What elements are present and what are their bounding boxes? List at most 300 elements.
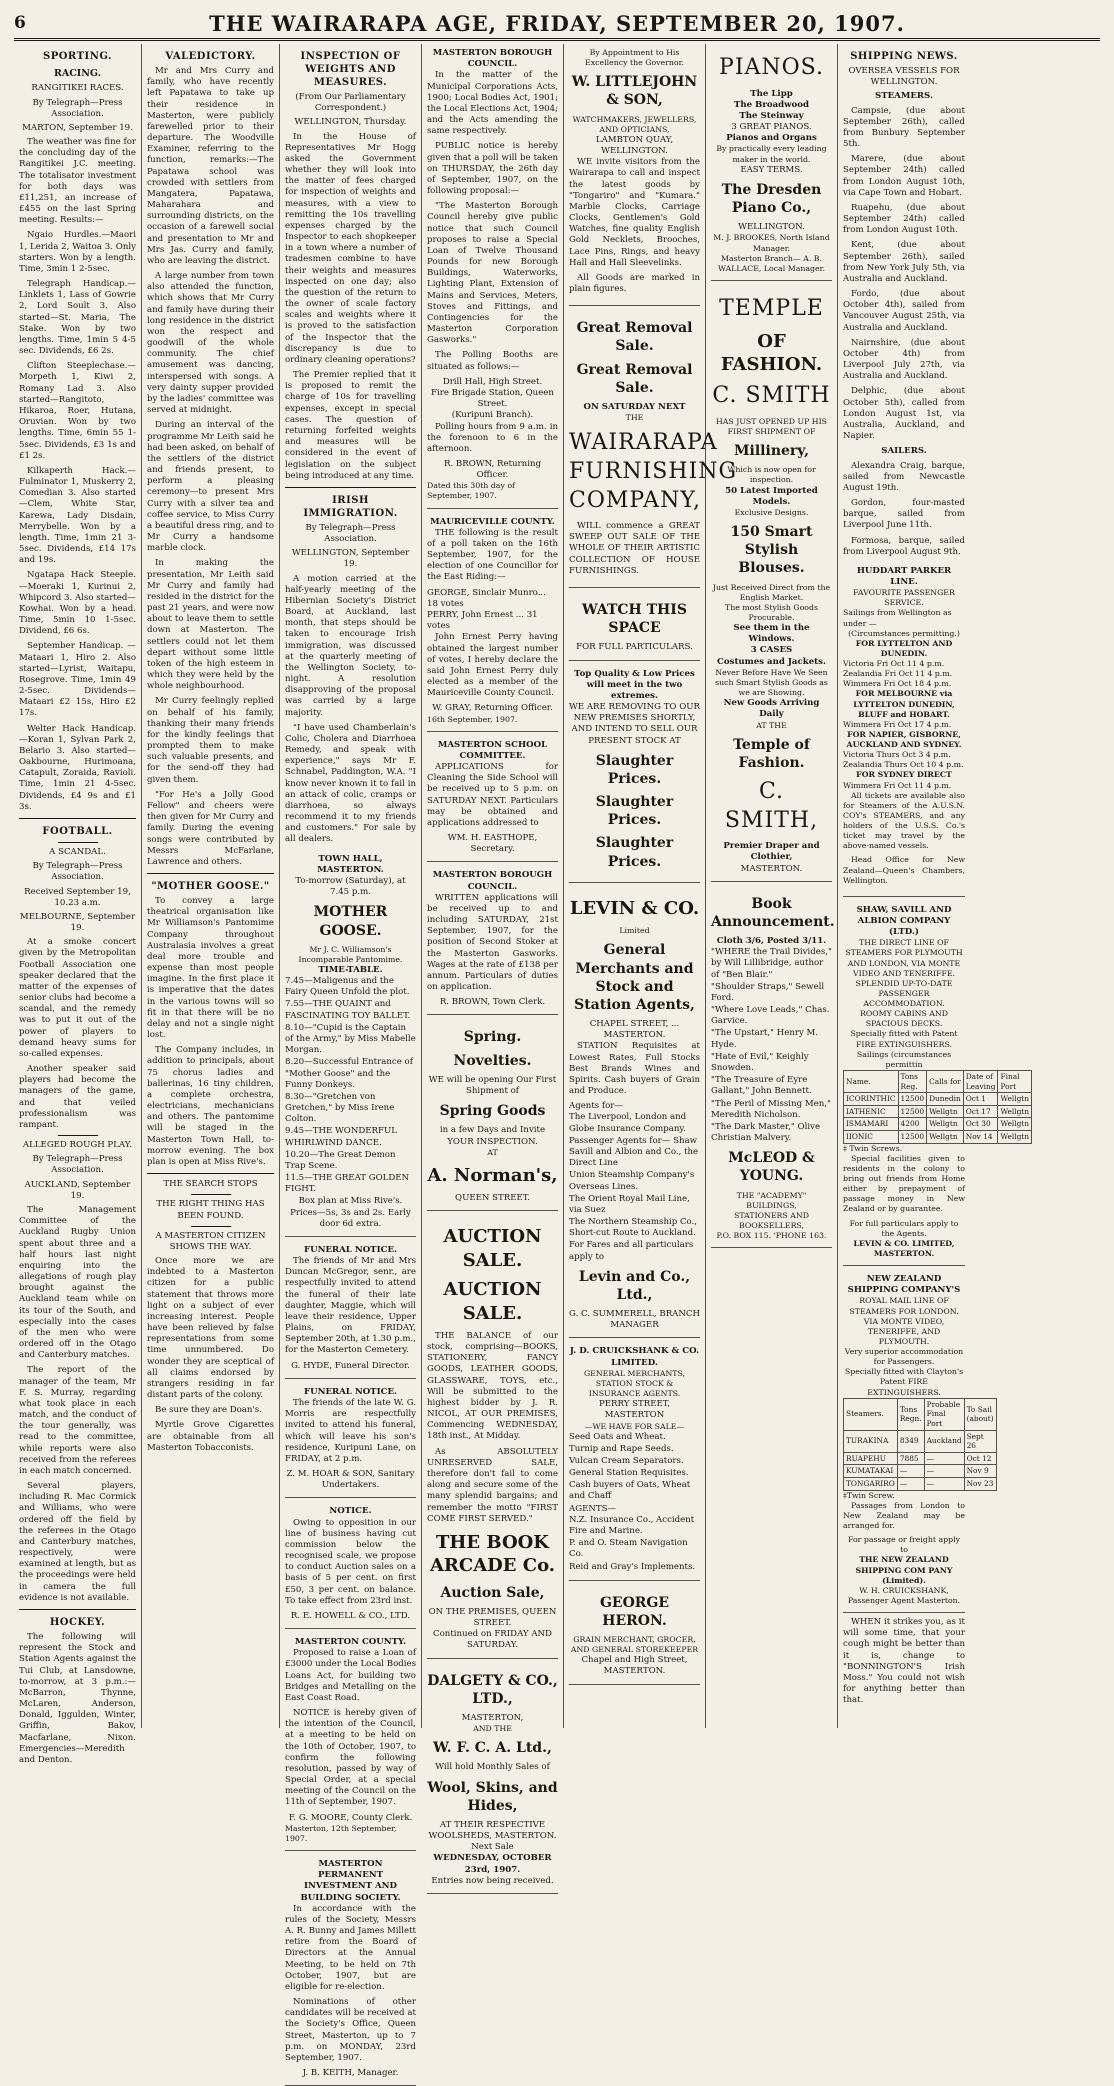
ad-title: Auction Sale, (440, 1584, 545, 1601)
paragraph: Head Office for New Zealand—Queen's Chambers, Wellington. (843, 855, 965, 885)
paragraph: PUBLIC notice is hereby given that a poll will be taken on THURSDAY, the 26th day of September, 1907, on the following proposal:— (427, 141, 558, 197)
paragraph: Telegraph Handicap.—Linklets 1, Lass of Gowrie 2, Lord Soult 3. Also started—St. Maria, The Stake. Won by two lengths. Time, 1min 5 4-5 sec. Dividends, £6 2s. (19, 279, 136, 357)
ad-date: 16th September, 1907. (427, 714, 518, 724)
paragraph: Ruapehu, (due about September 24th) called from London August 10th. (843, 202, 965, 236)
timetable-item: 7.45—Maligenus and the Fairy Queen Unfold the plot. (285, 976, 410, 998)
paragraph: The report of the manager of the team, Mr F. S. Murray, regarding what took place in each match, and the conduct of the tour generally, was read to the committee, while reports were also received from the referees in each match concerned. (19, 1365, 136, 1476)
paragraph: A motion carried at the half-yearly meeting of the Hibernian Society's District Board, at Auckland, last month, that steps should be taken to encourage Irish immigration, was discussed at the quarterly meeting of the Wellington Society, to-night. A resolution disapproving of the proposal was carried by a large majority. (285, 573, 416, 718)
norman-ad (427, 1019, 558, 1211)
ad-line: VIA MONTE VIDEO, TENERIFFE, AND PLYMOUTH. (863, 1316, 945, 1346)
agent-item: Passenger Agents for— Shaw Savill and Albion and Co., the Direct Line (569, 1135, 699, 1169)
subheading: THE RIGHT THING HAS BEEN FOUND. (156, 1199, 265, 1221)
table-cell: Wellgtn (998, 1131, 1032, 1144)
ad-line: Specially fitted with Patent FIRE EXTINGUISHERS. (850, 1029, 958, 1049)
byline: By Telegraph—Press Association. (32, 861, 123, 883)
paragraph: Mr Curry feelingly replied on behalf of his family, thanking their many friends for the kindly feelings that prompted them to make such valuable presents, and for the send-off they had given them. (147, 696, 274, 785)
ad-line: AT THE (756, 720, 787, 730)
table-cell: Oct 1 (963, 1093, 998, 1106)
timetable-item: 11.5—THE GREAT GOLDEN FIGHT. (285, 1173, 410, 1195)
paragraph: All Goods are marked in plain figures. (569, 272, 700, 295)
ad-title: MOTHER GOOSE. (313, 904, 388, 939)
dateline: WELLINGTON, Thursday. (294, 117, 407, 128)
ad-signature: R. BROWN, Returning Officer. (443, 459, 541, 481)
ad-line: Limited (619, 926, 650, 936)
paragraph: Delphic, (due about October 5th), called from London August 1st, via Australia, Auckland, and Napier. (843, 386, 965, 442)
ad-line: LAMBTON QUAY, WELLINGTON. (595, 134, 674, 157)
paragraph: THE following is the result of a poll taken on the 16th September, 1907, for the election of one Councillor for the East Riding:— (427, 527, 558, 583)
column-news (280, 44, 422, 2079)
table-cell: Wellgtn (927, 1118, 964, 1131)
paragraph: APPLICATIONS for Cleaning the Side School will be received up to 5 p.m. on SATURDAY NEXT. Particulars may be obtained and applications addressed to (427, 762, 558, 828)
ad-line: WELLINGTON. (738, 222, 805, 233)
table-header: To Sail (about) (964, 1398, 996, 1430)
ad-title: HUDDART PARKER LINE. (856, 565, 952, 588)
ad-line: THE "ACADEMY" BUILDINGS, (736, 1190, 807, 1210)
ad-line: Exclusive Designs. (734, 507, 809, 517)
table-cell: Wellgtn (998, 1093, 1032, 1106)
ad-line: EASY TERMS. (740, 164, 803, 175)
table-cell: — (924, 1465, 964, 1478)
ad-line: AGENTS— (569, 1503, 617, 1514)
subheading: OVERSEA VESSELS FOR WELLINGTON. (848, 66, 960, 88)
ad-line: Drill Hall, High Street. (442, 376, 543, 387)
ad-line: See them in the Windows. (733, 623, 810, 645)
ad-signature: R. E. HOWELL & CO., LTD. (290, 1610, 411, 1621)
agent-item: For Fares and all particulars apply to (569, 1240, 694, 1262)
ad-line: Specially fitted with Clayton's Patent FIRE EXTINGUISHERS. (844, 1367, 964, 1397)
ad-line: Fire Brigade Station, Queen Street. (431, 387, 554, 410)
ad-line: THE (625, 413, 644, 423)
section-heading: "MOTHER GOOSE." (151, 881, 270, 893)
paragraph: The weather was fine for the concluding day of the Rangitikei J.C. meeting. The totalisator investment for both days was £11,251, an increase of £455 on the last Spring meeting. Results:— (19, 137, 136, 226)
littlejohn-ad (569, 44, 700, 306)
ad-line: Masterton Branch— A. B. WALLACE, Local Manager. (718, 253, 825, 273)
subheading: SAILERS. (881, 446, 927, 457)
county-notice (285, 1633, 416, 1851)
book-item: "The Upstart," Henry M. Hyde. (711, 1028, 819, 1050)
table-cell: Oct 12 (964, 1452, 996, 1465)
ad-signature: F. G. MOORE, County Clerk. (288, 1812, 413, 1823)
ad-title: McLEOD & YOUNG. (728, 1150, 815, 1185)
ad-heading: MASTERTON PERMANENT INVESTMENT AND BUILDING SOCIETY. (300, 1859, 401, 1903)
table-cell: Oct 30 (963, 1118, 998, 1131)
ad-line: Next Sale (471, 1842, 514, 1853)
ad-line: 50 Latest Imported Models. (725, 485, 818, 507)
ad-line: Never Before Have We Seen such Smart Stylish Goods as we are Showing. (715, 667, 828, 698)
table-cell: ICORINTHIC (844, 1093, 899, 1106)
paragraph: WRITTEN applications will be received up to and including SATURDAY, 21st September, 1907, for the position of Second Stoker at the Masterton Gasworks. Wages at the rate of £138 per annum. Particulars of duties on application. (427, 892, 558, 993)
paragraph: NOTICE is hereby given of the intention of the Council, at a meeting to be held on the 10th of October, 1907, to confirm the following resolution, passed by way of Special Order, at a special meeting of the Council on the 11th of September, 1907. (285, 1708, 416, 1808)
ad-title: GEORGE HERON. (599, 1594, 670, 1629)
book-item: "Hate of Evil," Keighly Snowden. (711, 1051, 809, 1073)
paragraph: THE BALANCE of our stock, comprising—BOOKS, STATIONERY, FANCY GOODS, LEATHER GOODS, GLASSWARE, TOYS, etc., Will be submitted to the highest bidder by J. R. NICOL, AT OUR PREMISES, Commencing WEDNESDAY, 18th inst., At Midday. (427, 1330, 558, 1442)
ad-line: MASTERTON, (461, 1712, 524, 1723)
ad-heading: TOWN HALL, MASTERTON. (317, 853, 384, 875)
book-item: "WHERE the Trail Divides," by Will Lillibridge, author of "Ben Blair." (711, 947, 832, 980)
nz-shipping-ad (843, 1270, 994, 1613)
paragraph: The following will represent the Stock and Station Agents against the Tui Club, at Lansdowne, to-morrow, at 3 p.m.:—McBarron, Thynne, McLaren, Anderson, Donald, Iggulden, Winter, Griffin, Bakov, Macfarlane, Nixon. Emergencies—Meredith and Denton. (19, 1632, 136, 1765)
paragraph: Fordo, (due about October 4th), sailed from Vancouver August 25th, via Australia and Auckland. (843, 289, 965, 333)
ad-line: The most Stylish Goods Procurable. (725, 602, 818, 622)
table-cell: 8349 (897, 1430, 924, 1452)
ad-heading: MASTERTON BOROUGH COUNCIL. (432, 48, 553, 70)
byline: (From Our Parliamentary Correspondent.) (295, 92, 406, 114)
ad-title: Spring Goods (439, 1103, 546, 1120)
sailings-table (843, 1070, 1032, 1144)
ad-signature: Z. M. HOAR & SON, Sanitary Undertakers. (286, 1469, 415, 1491)
paragraph: At a smoke concert given by the Metropolitan Football Association one speaker declared that the matter of the expenses of senior clubs had become a scandal, and the remedy was to put it out of the power of players to demand heavy sums for so-called expenses. (19, 937, 136, 1059)
ad-line: ‡Twin Screw. (843, 1490, 895, 1500)
paragraph: In the House of Representatives Mr Hogg asked the Government whether they will look into the matter of fees charged for inspection of weights and measures, with a view to remitting the 10s travelling expenses charged by the Inspector to each shopkeeper in a town where a number of tradesmen combine to have their weights and measures inspected on one day; also the question of the return to the owner of scale factory scales and weights where it is proved to the satisfaction of the Inspector that the discrepancy is due to ordinary cleaning operations? (285, 131, 416, 365)
watch-space-ad (569, 592, 700, 661)
ad-date: Masterton, 12th September, 1907. (285, 1823, 397, 1843)
paragraph: "For He's a Jolly Good Fellow" and cheers were then given for Mr Curry and family. During the evening songs were contributed by Messrs McFarlane, Lawrence and others. (147, 789, 274, 867)
paragraph: Campsie, (due about September 26th), called from Bunbury September 5th. (843, 105, 965, 150)
paragraph: The Company includes, in addition to principals, about 75 chorus ladies and ballerinas, 16 tiny children, a complete orchestra, electricians, mechanicians and others. The pantomime will be staged in the Masterton Town Hall, to-morrow evening. The box plan is open at Miss Rive's. (147, 1045, 274, 1167)
ad-line: The Broadwood (733, 99, 810, 110)
ad-title: THE BOOK ARCADE Co. (429, 1531, 556, 1577)
county-election-notice (427, 513, 558, 732)
book-item: "The Dark Master," Olive Christian Malvery. (711, 1121, 821, 1144)
ad-title: 150 Smart Stylish Blouses. (730, 524, 813, 577)
ad-line: GRAIN MERCHANT, GROCER, AND GENERAL STOREKEEPER (570, 1635, 699, 1655)
paragraph: Ngaio Hurdles.—Maori 1, Lerida 2, Waitoa 3. Only starters. Won by a length. Time, 3min 1 2-5sec. (19, 230, 136, 274)
ad-title: PIANOS. (719, 55, 824, 80)
ad-line: ROYAL MAIL LINE OF STEAMERS FOR LONDON. (849, 1296, 959, 1316)
ad-line: For passage or freight apply to (847, 1535, 961, 1555)
table-cell: ISMAMARI (844, 1118, 899, 1131)
ad-title: Millinery, (734, 443, 809, 460)
ad-line: The Lipp (750, 88, 793, 99)
ad-title: WATCH THIS SPACE (582, 601, 687, 637)
subheading: A SCANDAL. (49, 847, 106, 857)
ad-line: Pianos and Organs (726, 133, 817, 144)
ad-heading: MAURICEVILLE COUNTY. (430, 516, 555, 527)
ad-line: HAS JUST OPENED UP HIS FIRST SHIPMENT OF (715, 416, 828, 437)
building-society-notice (285, 1855, 416, 2086)
ad-heading: NOTICE. (329, 1506, 372, 1517)
section-heading: FOOTBALL. (42, 826, 113, 837)
table-cell: 7885 (897, 1452, 924, 1465)
ad-line: PERRY STREET, MASTERTON (599, 1399, 670, 1421)
paragraph: The Premier replied that it is proposed to remit the charge of 10s for travelling expenses, except in special cases. The question of returning forfeited weights and measures will be considered in the event of legislation on the subject being introduced at any time. (285, 370, 416, 481)
paragraph: WILL commence a GREAT SWEEP OUT SALE OF THE WHOLE OF THEIR ARTISTIC COLLECTION OF HOUSE FURNISHINGS. (569, 521, 700, 576)
paragraph: Be sure they are Doan's. (155, 1405, 262, 1416)
paragraph: Clifton Steeplechase.—Morpeth 1, Kiwi 2, Romany Lad 3. Also started—Rangitoto, Hikaroa, Roer, Hutana, Oruvian. Won by two lengths. Time, 6min 55 1-5sec. Dividends, £3 1s and £1 2s. (19, 361, 136, 461)
ad-heading: MASTERTON COUNTY. (294, 1637, 407, 1648)
ad-line: (Circumstances permitting.) (848, 628, 960, 638)
table-row (844, 1478, 997, 1491)
table-cell: RUAPEHU (844, 1452, 898, 1465)
ad-line: ROOMY CABINS AND SPACIOUS DECKS. (859, 1009, 949, 1029)
ad-line: STATIONERS AND BOOKSELLERS, (734, 1210, 809, 1230)
table-cell: Oct 17 (963, 1105, 998, 1118)
ad-title: Book Announcement. (711, 895, 835, 930)
paragraph: STATION Requisites at Lowest Rates, Full Stocks Best Brands Wines and Spirits. Cash buyers of Grain and Produce. (569, 1041, 700, 1097)
ad-line: Prices—5s, 3s and 2s. Early door 6d extra. (290, 1207, 411, 1229)
ad-signature: J. B. KEITH, Manager. (302, 2068, 399, 2079)
ad-heading: MASTERTON BOROUGH COUNCIL. (432, 870, 553, 892)
paragraph: A large number from town also attended the function, which shows that Mr Curry and family have during their long residence in the district won the respect and goodwill of the whole community. The chief amusement was dancing, interspersed with songs. A very dainty supper provided by the ladies' committee was served at midnight. (147, 271, 274, 416)
table-cell: 4200 (898, 1118, 927, 1131)
ad-line: MASTERTON. (740, 863, 803, 874)
ad-title: W. LITTLEJOHN & SON, (571, 74, 698, 109)
table-cell: Sept 26 (964, 1430, 996, 1452)
route-heading: FOR SYDNEY DIRECT (856, 770, 952, 780)
ad-line: —WE HAVE FOR SALE— (584, 1421, 685, 1431)
agent-item: The Liverpool, London and Globe Insurance Company. (569, 1112, 687, 1134)
ad-line: AT THEIR RESPECTIVE WOOLSHEDS, MASTERTON. (428, 1819, 557, 1842)
ad-title: AUCTION SALE. (443, 1279, 542, 1324)
paragraph: During an interval of the programme Mr Leith said he had been asked, on behalf of the settlers of the district and friends present, to perform a pleasing ceremony—to present Mrs Curry with a silver tea and coffee service, to Miss Curry a beautiful dress ring, and to Mr Curry a handsome marble clock. (147, 420, 274, 554)
furnishing-ad (569, 310, 738, 588)
ad-title: SHAW, SAVILL AND ALBION COMPANY (LTD.) (856, 904, 952, 938)
ad-title: C. SMITH, (724, 779, 819, 833)
ad-line: 3 GREAT PIANOS. (731, 122, 812, 133)
ad-line: New Goods Arriving Daily (723, 698, 820, 720)
table-cell: Nov 9 (964, 1465, 996, 1478)
table-cell: — (897, 1465, 924, 1478)
dateline: AUCKLAND, September 19. (24, 1179, 131, 1201)
table-cell: IATHENIC (844, 1105, 899, 1118)
paragraph: Myrtle Grove Cigarettes are obtainable from all Masterton Tobacconists. (147, 1420, 274, 1453)
table-cell: Nov 23 (964, 1478, 996, 1491)
paragraph: Special facilities given to residents in the colony to bring out friends from Home either by prepayment of passage money in New Zealand or by guarantee. (843, 1153, 965, 1214)
ad-heading: MASTERTON SCHOOL COMMITTEE. (437, 739, 548, 761)
ad-line: To-morrow (Saturday), at 7.45 p.m. (295, 876, 406, 898)
table-row (844, 1118, 1032, 1131)
paragraph: September Handicap. — Mataari 1, Hiro 2. Also started—Lyrist, Waitapu, Rosegrove. Time, 1min 49 2-5sec. Dividends—Mataari £2 15s, Hiro £2 17s. (19, 641, 136, 719)
sailing-row: Wimmera Fri Oct 11 4 p.m. (843, 780, 952, 790)
paragraph: Gordon, four-masted barque, sailed from Liverpool June 11th. (843, 498, 965, 531)
agent-item: The Northern Steamship Co., Short-cut Route to Auckland. (569, 1217, 698, 1239)
paragraph: Welter Hack Handicap.—Koran 1, Sylvan Park 2, Belario 3. Also started—Oakbourne, Hurimoana, Catapult, Zoraida, Ravioli. Time, 1min 21 4-5sec. Dividends, £4 9s and £1 3s. (19, 723, 136, 812)
ad-line: Just Received Direct from the English Market. (712, 582, 831, 602)
ad-line: ‡ Twin Screws. (843, 1143, 903, 1153)
paragraph: As ABSOLUTELY UNRESERVED SALE, therefore don't fail to come along and secure some of the many splendid bargains; and remember the motto "FIRST COME FIRST SERVED." (427, 1446, 558, 1524)
dateline: MARTON, September 19. (22, 122, 133, 133)
table-header: Date of Leaving (963, 1070, 998, 1092)
agent-item: Union Steamship Company's Overseas Lines. (569, 1170, 695, 1192)
paragraph: Mr and Mrs Curry and family, who have recently left Papatawa to take up their residence in Masterton, were publicly farewelled prior to their departure. The Woodville Examiner, referring to the function, remarks:—The Papatawa school was crowded with settlers from Mangatera, Papatawa, Maharahara and surrounding districts, on the occasion of a farewell social and presentation to Mr and Mrs Jas. Curry and family, who are leaving the district. (147, 66, 274, 266)
section-heading: IRISH IMMIGRATION. (303, 494, 398, 519)
section-heading: SPORTING. (42, 51, 112, 62)
stock-item: Seed Oats and Wheat. (569, 1431, 666, 1442)
pantomime-ad (285, 850, 416, 1237)
sailing-row: Wimmera Fri Oct 18 4 p.m. (843, 679, 952, 689)
ad-line: THE DIRECT LINE OF STEAMERS FOR PLYMOUTH AND LONDON, VIA MONTE VIDEO AND TENERIFFE. (845, 938, 963, 978)
subheading: RANGITIKEI RACES. (31, 83, 124, 94)
paragraph: Kilkaperth Hack.—Fulminator 1, Muskerry 2, Comedian 3. Also started—Clem, White Star, Karewa, Lady Disdain, Merrybelle. Won by a length. Time, 1min 21 3-5sec. Dividends, £14 17s and 19s. (19, 465, 136, 566)
ad-line: Continued on FRIDAY AND SATURDAY. (433, 1629, 552, 1651)
agent-item: P. and O. Steam Navigation Co. (569, 1538, 688, 1560)
masthead (14, 8, 1100, 41)
ad-title: Slaughter Prices. (595, 752, 674, 787)
subheading: ALLEGED ROUGH PLAY. (22, 1140, 133, 1151)
columns (14, 44, 1100, 2079)
ad-line: Very superior accommodation for Passengers. (844, 1347, 964, 1367)
table-header: Tons Reg. (898, 1070, 927, 1092)
table-header: Probable Final Port (924, 1398, 964, 1430)
paragraph: Another speaker said players had become the managers of the game, and that veiled professionalism was rampant. (19, 1064, 136, 1130)
table-cell: Wellgtn (927, 1105, 964, 1118)
ad-line: SPLENDID UP-TO-DATE PASSENGER ACCOMMODATION. (855, 978, 953, 1009)
subheading: STEAMERS. (875, 91, 933, 102)
ad-title: J. D. CRUICKSHANK & CO. LIMITED. (569, 1346, 700, 1368)
ad-title: WAIRARAPA FURNISHING COMPANY, (569, 430, 738, 513)
borough-council-notice (427, 866, 558, 1015)
sailing-row: Victoria Fri Oct 11 4 p.m. (843, 659, 945, 669)
ad-title: Slaughter Prices. (595, 835, 674, 870)
book-item: "The Peril of Missing Men," Meredith Nicholson. (711, 1098, 831, 1120)
column-shipping (838, 44, 1030, 1728)
byline: By Telegraph—Press Association. (305, 522, 396, 545)
ad-line: FOR FULL PARTICULARS. (576, 642, 693, 653)
ad-line: in a few Days and Invite YOUR INSPECTION. (439, 1125, 546, 1147)
section-heading: SHIPPING NEWS. (850, 51, 958, 62)
table-row (844, 1430, 997, 1452)
paragraph: Alexandra Craig, barque, sailed from Newcastle August 19th. (843, 460, 965, 493)
paragraph: WHEN it strikes you, as it will some time, that your cough might be better than it is, change to "BONNINGTON'S Irish Moss." You could not wish for anything better than that. (843, 1617, 965, 1706)
table-header: Steamers. (844, 1398, 898, 1430)
dateline: Received September 19, 10.23 a.m. (24, 886, 131, 908)
table-cell: TONGARIRO (844, 1478, 898, 1491)
ad-signature: W. GRAY, Returning Officer. (432, 703, 553, 714)
ad-line: ON SATURDAY NEXT (583, 402, 686, 413)
ad-title: DALGETY & CO., LTD., (427, 1672, 558, 1707)
ad-signature: G. C. SUMMERELL, BRANCH MANAGER (569, 1309, 700, 1331)
table-cell: KUMATAKAI (844, 1465, 898, 1478)
ad-line: The Steinway (739, 110, 804, 121)
ad-title: C. SMITH (712, 383, 831, 409)
table-row (844, 1452, 997, 1465)
ad-line: WEDNESDAY, OCTOBER 23rd, 1907. (433, 1853, 552, 1875)
ad-line: MASTERTON. (603, 1666, 666, 1677)
slaughter-ad (569, 665, 700, 883)
table-cell: 12500 (898, 1093, 927, 1106)
levin-ad (569, 887, 700, 1339)
table-cell: — (897, 1478, 924, 1491)
ad-line: AND THE (473, 1724, 512, 1734)
ad-line: By Appointment to His Excellency the Governor. (585, 48, 684, 68)
subheading: RACING. (53, 68, 102, 79)
ad-title: Novelties. (453, 1052, 532, 1069)
section-heading: INSPECTION OF WEIGHTS AND MEASURES. (300, 51, 401, 88)
auction-ad (427, 1215, 558, 1658)
timetable-item: 9.45—THE WONDERFUL WHIRLWIND DANCE. (285, 1126, 397, 1148)
paragraph: In making the presentation, Mr Leith said Mr Curry and family had resided in the district for the past 21 years, and were now about to leave them to settle down at Masterton. The settlers could not let them depart without some little token of the high esteem in which they were held by the whole neighbourhood. (147, 558, 274, 692)
funeral-notice (285, 1383, 416, 1499)
agent-item: The Orient Royal Mail Line, via Suez (569, 1193, 690, 1215)
ad-line: (Kuripuni Branch). (451, 410, 534, 421)
temple-of-fashion-ad (711, 285, 832, 882)
ad-line: P.O. BOX 115. 'PHONE 163. (716, 1231, 827, 1241)
table-cell: 12500 (898, 1105, 927, 1118)
ad-line: WE ARE REMOVING TO OUR NEW PREMISES SHORTLY, AND INTEND TO SELL OUR PRESENT STOCK AT (569, 702, 700, 746)
ad-line: Agents for— (569, 1101, 623, 1112)
divider (19, 818, 136, 819)
ad-line: Mr J. C. Williamson's Incomparable Pantomime. (298, 944, 403, 964)
funeral-notice (285, 1241, 416, 1379)
ad-title: AUCTION SALE. (443, 1226, 542, 1271)
route-heading: FOR MELBOURNE via LYTTELTON DUNEDIN, BLUFF and HOBART. (853, 689, 955, 719)
paragraph: Several players, including R. Mac Cormick and Williams, who were ordered off the field by the referees in the Otago and Canterbury matches, respectively, were examined at length, but as the proceedings were held in camera the full evidence is not available. (19, 1481, 136, 1603)
heron-ad (569, 1585, 700, 1685)
sailing-row: Victoria Thurs Oct 3 4 p.m. (843, 750, 951, 760)
ad-line: WE will be opening Our First Shipment of (428, 1074, 557, 1096)
subheading: A MASTERTON CITIZEN SHOWS THE WAY. (155, 1230, 266, 1252)
column-notices (422, 44, 564, 1886)
newspaper-title: THE WAIRARAPA AGE, FRIDAY, SEPTEMBER 20, 1907. (209, 10, 905, 36)
agent-item: Reid and Gray's Implements. (569, 1561, 696, 1572)
table-row (844, 1465, 997, 1478)
ad-line: M. J. BROOKES, North Island Manager. (713, 233, 830, 253)
column-sporting (14, 44, 142, 1765)
stock-item: Cash buyers of Oats, Wheat and Chaff (569, 1480, 691, 1502)
dateline: MELBOURNE, September 19. (19, 911, 136, 934)
ad-title: Great Removal Sale. (576, 361, 693, 396)
book-ad (711, 886, 835, 1248)
ad-signature: R. BROWN, Town Clerk. (439, 997, 546, 1008)
paragraph: Owing to opposition in our line of business having cut commission below the recognised scale, we propose to conduct Auction sales on a basis of 5 per cent. on first £50, 3 per cent. on balance. To take effect from 23rd inst. (285, 1517, 416, 1606)
dateline: WELLINGTON, September 19. (291, 548, 410, 570)
timetable-item: 10.20—The Great Demon Trap Scene. (285, 1149, 396, 1171)
byline: By Telegraph—Press Association. (32, 1154, 123, 1176)
paragraph: Marere, (due about September 24th) called from London August 10th, via Cape Town and Hobart. (843, 154, 965, 198)
cruickshank-ad (569, 1342, 700, 1580)
column-valedictory (142, 44, 280, 1728)
ad-line: Sailings from Wellington as under — (843, 608, 952, 628)
byline: By Telegraph—Press Association. (32, 97, 123, 119)
paragraph: Ngatapa Hack Steeple.—Moeraki 1, Kurinui 2, Whipcord 3. Also started—Kowhai. Won by a head. Time, 5min 10 1-5sec. Dividend, £6 6s. (19, 570, 136, 637)
route-heading: FOR NAPIER, GISBORNE, AUCKLAND AND SYDNEY. (846, 729, 962, 750)
paragraph: The Polling Booths are situated as follows:— (427, 350, 558, 372)
ad-line: QUEEN STREET. (455, 1193, 530, 1204)
ad-line: Chapel and High Street, (581, 1655, 688, 1666)
ad-title: Great Removal Sale. (576, 320, 693, 355)
ad-line: Box plan at Miss Rive's. (298, 1196, 403, 1207)
sailing-row: Zealandia Thurs Oct 10 4 p.m. (843, 760, 964, 770)
ad-line: 3 CASES (750, 645, 793, 656)
divider (285, 487, 416, 488)
ad-title: NEW ZEALAND SHIPPING COMPANY'S (847, 1274, 961, 1296)
sailing-row: Zealandia Fri Oct 11 4 p.m. (843, 669, 953, 679)
paragraph: Passages from London to New Zealand may be arranged for. (843, 1500, 965, 1531)
stock-item: General Station Requisites. (569, 1468, 689, 1479)
table-cell: Auckland (924, 1430, 964, 1452)
ad-signature: WM. H. EASTHOPE, Secretary. (447, 833, 538, 855)
notice-ad (285, 1502, 416, 1629)
table-header: Calls for (927, 1070, 964, 1092)
book-item: "Where Love Leads," Chas. Garvice. (711, 1005, 830, 1027)
table-cell: Wellgtn (927, 1131, 964, 1144)
ad-line: Will hold Monthly Sales of (435, 1762, 550, 1773)
table-cell: Wellgtn (998, 1105, 1032, 1118)
ad-title: The Dresden Piano Co., (721, 181, 822, 217)
pianos-ad (711, 44, 832, 281)
table-cell: Dunedin (927, 1093, 964, 1106)
timetable-item: 7.55—THE QUAINT and FASCINATING TOY BALLET. (285, 999, 411, 1021)
ad-date: Dated this 30th day of September, 1907. (427, 481, 515, 501)
table-cell: TURAKINA (844, 1430, 898, 1452)
ad-line: ON THE PREMISES, QUEEN STREET. (428, 1606, 557, 1628)
ad-line: CHAPEL STREET, ... MASTERTON. (589, 1019, 680, 1041)
ad-line: GENERAL MERCHANTS, STATION STOCK & INSURANCE AGENTS. (583, 1368, 686, 1399)
table-cell: Wellgtn (998, 1118, 1032, 1131)
section-heading: HOCKEY. (49, 1617, 106, 1628)
table-cell: IIONIC (844, 1131, 899, 1144)
ad-line: THE NEW ZEALAND SHIPPING COM PANY (Limited). (855, 1555, 953, 1585)
